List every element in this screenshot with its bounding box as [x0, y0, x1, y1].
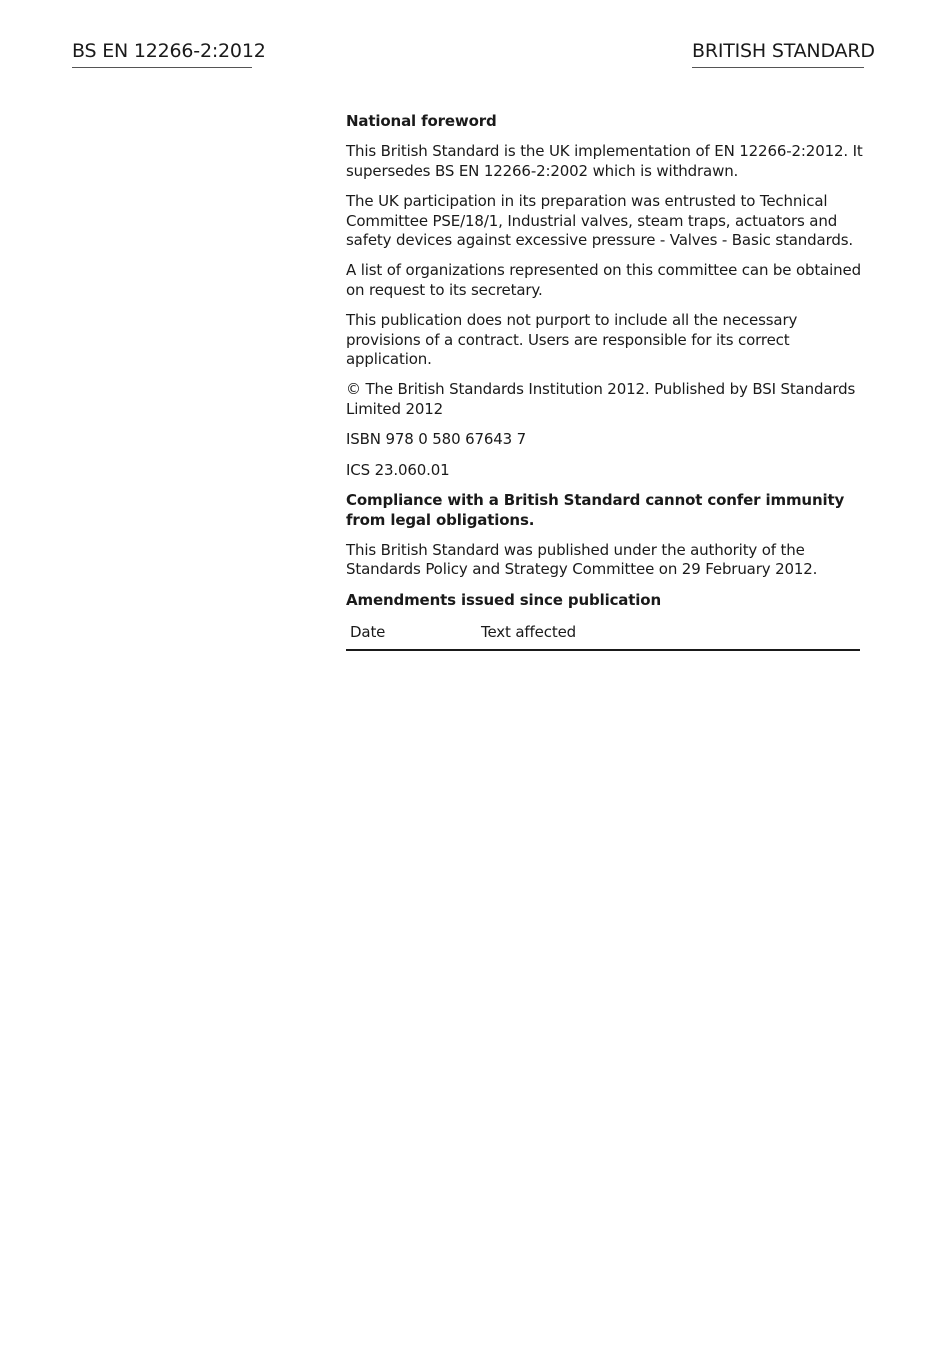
amendments-title: Amendments issued since publication [346, 590, 661, 609]
compliance-notice: Compliance with a British Standard cannot confer immunity from legal obligations. [346, 491, 845, 529]
foreword-column [346, 112, 866, 651]
organizations-paragraph: A list of organizations represented on this committee can be obtained on request to its secretary. [346, 261, 861, 299]
authority-paragraph: This British Standard was published under the authority of the Standards Policy and Strategy Committee on 29 February 2012. [346, 540, 818, 579]
copyright-paragraph: © The British Standards Institution 2012. Published by BSI Standards Limited 2012 [346, 380, 856, 418]
ics-line: ICS 23.060.01 [346, 460, 450, 479]
committee-paragraph: The UK participation in its preparation was entrusted to Technical Committee PSE/18/1, Industrial valves, steam traps, actuators and safety devices against excessive pressure - Valves - Basic standards. [346, 192, 853, 250]
isbn-line: ISBN 978 0 580 67643 7 [346, 430, 527, 449]
amendments-col-date: Date [346, 617, 477, 649]
document-type: BRITISH STANDARD [692, 39, 864, 68]
amendments-header-row [346, 617, 860, 649]
amendments-table [346, 617, 860, 650]
amendments-col-text-affected: Text affected [477, 617, 860, 649]
contract-paragraph: This publication does not purport to include all the necessary provisions of a contract. Users are responsible for its correct application. [346, 311, 798, 369]
implementation-paragraph: This British Standard is the UK implementation of EN 12266-2:2012. It supersedes BS EN 12266-2:2002 which is withdrawn. [346, 142, 863, 180]
foreword-title: National foreword [346, 112, 497, 130]
document-number: BS EN 12266-2:2012 [72, 39, 252, 68]
